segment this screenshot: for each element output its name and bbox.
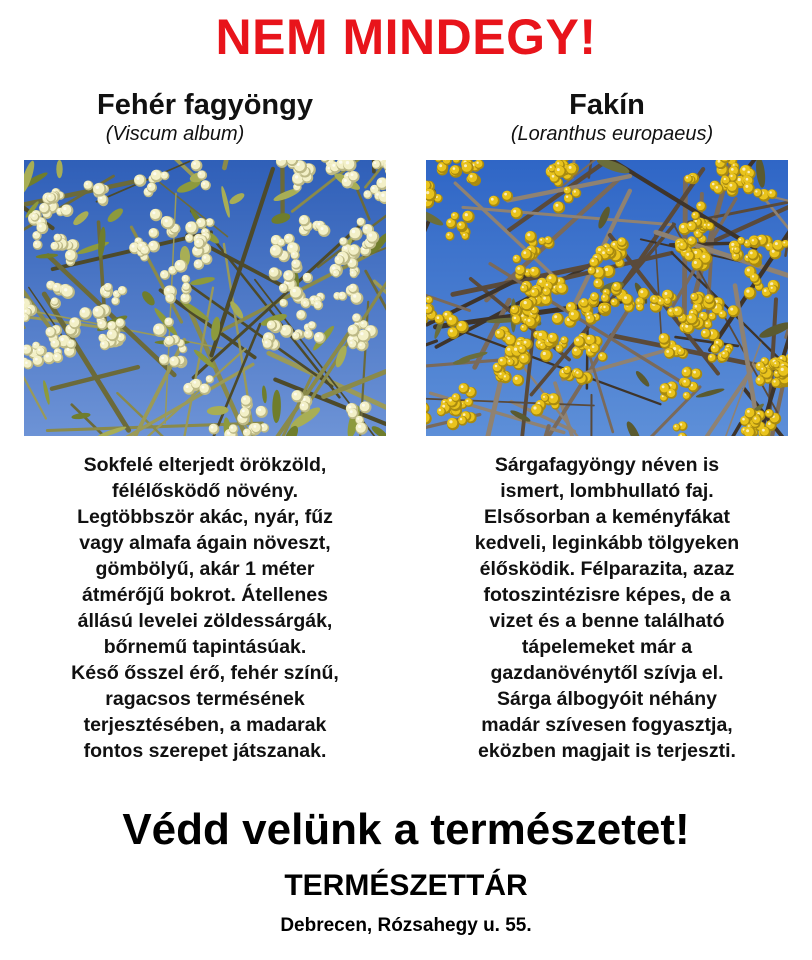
organization-address: Debrecen, Rózsahegy u. 55. (280, 915, 532, 936)
yellow-mistletoe-title: Fakín (569, 89, 645, 121)
white-mistletoe-description: Sokfelé elterjedt örökzöld, félélősködő növény. Legtöbbször akác, nyár, fűz vagy almafa ágain növeszt, gömbölyű, akár 1 méter átmérőjű bokrot. Átellenes állású levelei zöldessárgák, bőrnemű tapintásúak. Késő ősszel érő, fehér színű, ragacsos termésének terjesztésében, a madarak fontos szerepet játszanak. (71, 454, 339, 762)
organization-name: TERMÉSZETTÁR (284, 869, 528, 902)
white-mistletoe-title: Fehér fagyöngy (97, 89, 313, 121)
slogan: Védd velünk a természetet! (122, 805, 690, 854)
yellow-mistletoe-photo (426, 160, 788, 436)
white-mistletoe-column (24, 88, 386, 762)
yellow-mistletoe-description: Sárgafagyöngy néven is ismert, lombhullató faj. Elsősorban a keményfákat kedveli, leginkább tölgyeken élősködik. Félparazita, azaz fotoszintézisre képes, de a vizet és a benne található tápelemeket már a gazdanövénytől szívja el. Sárga álbogyóit néhány madár szívesen fogyasztja, eközben magjait is terjeszti. (474, 454, 740, 762)
white-mistletoe-photo (24, 160, 386, 436)
yellow-mistletoe-latin-name: (Loranthus europaeus) (510, 123, 714, 145)
yellow-mistletoe-column (426, 88, 788, 762)
page-headline: NEM MINDEGY! (215, 9, 597, 65)
white-mistletoe-latin-name: (Viscum album) (105, 123, 245, 145)
